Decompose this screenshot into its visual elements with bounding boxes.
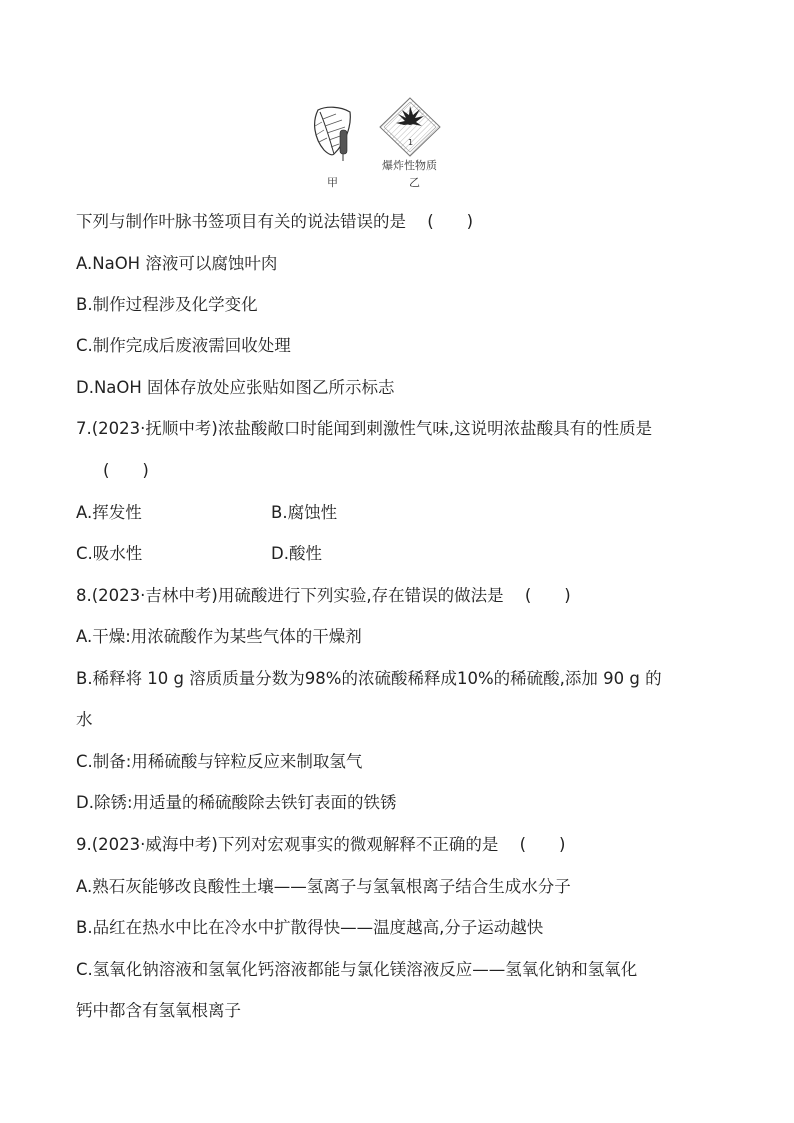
question-stem-text: 下列与制作叶脉书签项目有关的说法错误的是 xyxy=(76,212,406,231)
figure-label-yi: 乙 xyxy=(409,176,420,189)
answer-blank: ( ) xyxy=(103,461,149,480)
sign-number: 1 xyxy=(408,138,414,147)
q7-option-a: A.挥发性 xyxy=(76,503,142,522)
question-stem-text: 9.(2023·威海中考)下列对宏观事实的微观解释不正确的是 xyxy=(76,835,499,854)
leaf-figure xyxy=(310,104,356,162)
leaf-skeleton-icon xyxy=(310,104,356,162)
q7-option-c: C.吸水性 xyxy=(76,544,143,563)
question-stem-text: 8.(2023·吉林中考)用硫酸进行下列实验,存在错误的做法是 xyxy=(76,586,504,605)
q8-option-b-line2: 水 xyxy=(76,710,93,729)
q8-option-d: D.除锈:用适量的稀硫酸除去铁钉表面的铁锈 xyxy=(76,793,397,812)
q6-option-b: B.制作过程涉及化学变化 xyxy=(76,295,258,314)
figure-caption-explosive: 爆炸性物质 xyxy=(382,159,437,172)
question-8-stem xyxy=(76,585,571,607)
q6-option-d: D.NaOH 固体存放处应张贴如图乙所示标志 xyxy=(76,378,395,397)
hazard-sign-figure xyxy=(378,96,442,158)
answer-blank: ( ) xyxy=(427,212,474,231)
q9-option-c-line1: C.氢氧化钠溶液和氢氧化钙溶液都能与氯化镁溶液反应——氢氧化钠和氢氧化 xyxy=(76,960,638,979)
question-7-stem: 7.(2023·抚顺中考)浓盐酸敞口时能闻到刺激性气味,这说明浓盐酸具有的性质是 xyxy=(76,419,653,438)
q6-option-a: A.NaOH 溶液可以腐蚀叶肉 xyxy=(76,254,278,273)
q9-option-a: A.熟石灰能够改良酸性土壤——氢离子与氢氧根离子结合生成水分子 xyxy=(76,877,571,896)
q7-option-b: B.腐蚀性 xyxy=(271,503,338,522)
explosive-hazard-icon xyxy=(378,96,442,158)
q8-option-c: C.制备:用稀硫酸与锌粒反应来制取氢气 xyxy=(76,752,363,771)
question-9-stem xyxy=(76,834,565,856)
q9-option-b: B.品红在热水中比在冷水中扩散得快——温度越高,分子运动越快 xyxy=(76,918,544,937)
q7-option-d: D.酸性 xyxy=(271,544,322,563)
answer-blank: ( ) xyxy=(519,835,566,854)
question-6-stem xyxy=(76,211,473,233)
q8-option-b-line1: B.稀释将 10 g 溶质质量分数为98%的浓硫酸稀释成10%的稀硫酸,添加 90 g 的 xyxy=(76,669,662,688)
figure-label-jia: 甲 xyxy=(327,176,338,189)
q8-option-a: A.干燥:用浓硫酸作为某些气体的干燥剂 xyxy=(76,627,362,646)
q9-option-c-line2: 钙中都含有氢氧根离子 xyxy=(76,1001,241,1020)
answer-blank: ( ) xyxy=(524,586,571,605)
q6-option-c: C.制作完成后废液需回收处理 xyxy=(76,336,291,355)
